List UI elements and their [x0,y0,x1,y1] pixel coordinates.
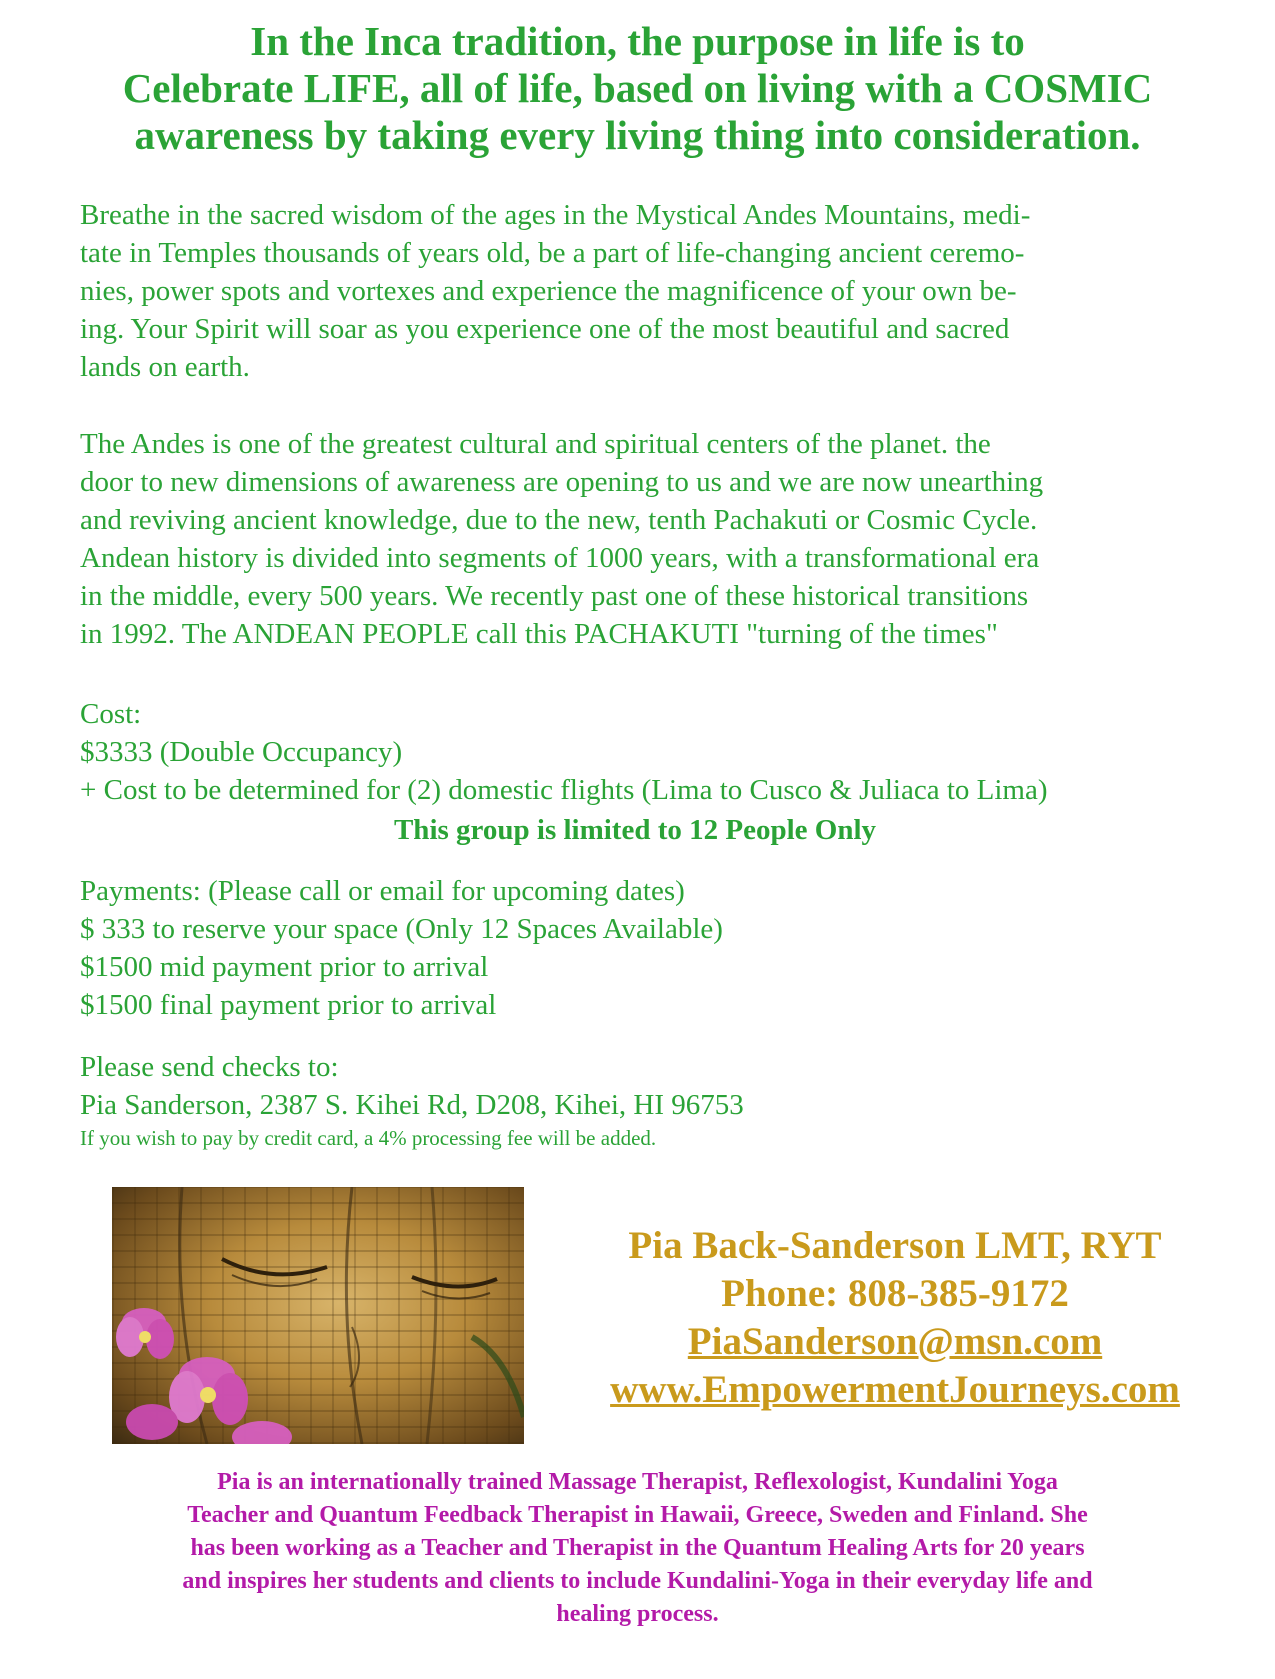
bio-line: Teacher and Quantum Feedback Therapist in Hawaii, Greece, Sweden and Finland. She [187,1502,1088,1528]
paragraph-line: Andean history is divided into segments of 1000 years, with a transformational era [80,542,1040,574]
contact-phone: Phone: 808-385-9172 [721,1272,1069,1315]
checks-line: Please send checks to: [80,1051,339,1083]
checks-section [80,1048,1220,1124]
credit-card-fee-note: If you wish to pay by credit card, a 4% processing fee will be added. [80,1126,657,1150]
payments-line: $1500 final payment prior to arrival [80,989,497,1021]
bio-paragraph [60,1466,1215,1631]
headline-line: In the Inca tradition, the purpose in life is to [250,18,1025,64]
cost-line: $3333 (Double Occupancy) [80,736,403,768]
buddha-orchid-photo [112,1187,524,1444]
paragraph-line: door to new dimensions of awareness are opening to us and we are now unearthing [80,466,1044,498]
payments-line: Payments: (Please call or email for upcoming dates) [80,875,685,907]
paragraph-line: tate in Temples thousands of years old, be a part of life-changing ancient ceremo- [80,237,1025,269]
payments-line: $1500 mid payment prior to arrival [80,951,489,983]
cost-label: Cost: [80,698,142,730]
paragraph-line: Breathe in the sacred wisdom of the ages in the Mystical Andes Mountains, medi- [80,199,1031,231]
paragraph-line: in 1992. The ANDEAN PEOPLE call this PACHAKUTI "turning of the times" [80,618,998,650]
headline-line: Celebrate LIFE, all of life, based on living with a COSMIC [122,65,1153,111]
paragraph-line: in the middle, every 500 years. We recently past one of these historical transitions [80,580,1029,612]
paragraph-line: and reviving ancient knowledge, due to the new, tenth Pachakuti or Cosmic Cycle. [80,504,1038,536]
bio-line: Pia is an internationally trained Massage Therapist, Reflexologist, Kundalini Yoga [217,1469,1058,1495]
mailing-address: Pia Sanderson, 2387 S. Kihei Rd, D208, Kihei, HI 96753 [80,1089,744,1121]
cost-section [80,695,1220,809]
headline-line: awareness by taking every living thing into consideration. [134,112,1141,158]
website-link[interactable]: www.EmpowermentJourneys.com [610,1368,1180,1411]
paragraph-line: ing. Your Spirit will soar as you experience one of the most beautiful and sacred [80,313,1010,345]
cost-line: + Cost to be determined for (2) domestic flights (Lima to Cusco & Juliaca to Lima) [80,774,1048,806]
payments-line: $ 333 to reserve your space (Only 12 Spaces Available) [80,913,723,945]
bio-line: healing process. [556,1601,719,1627]
contact-name: Pia Back-Sanderson LMT, RYT [628,1224,1162,1267]
group-limit-notice: This group is limited to 12 People Only [393,814,877,846]
headline [60,18,1215,159]
contact-block [525,1222,1265,1414]
photo-illustration [112,1187,524,1444]
paragraph-line: The Andes is one of the greatest cultural and spiritual centers of the planet. the [80,428,991,460]
intro-paragraph [80,196,1220,386]
bio-line: has been working as a Teacher and Therapist in the Quantum Healing Arts for 20 years [190,1535,1085,1561]
payments-section [80,872,1220,1024]
paragraph-line: lands on earth. [80,351,250,383]
paragraph-line: nies, power spots and vortexes and experience the magnificence of your own be- [80,275,1017,307]
bio-line: and inspires her students and clients to include Kundalini-Yoga in their everyday life and [182,1568,1093,1594]
email-link[interactable]: PiaSanderson@msn.com [687,1320,1103,1363]
andes-paragraph [80,425,1220,653]
